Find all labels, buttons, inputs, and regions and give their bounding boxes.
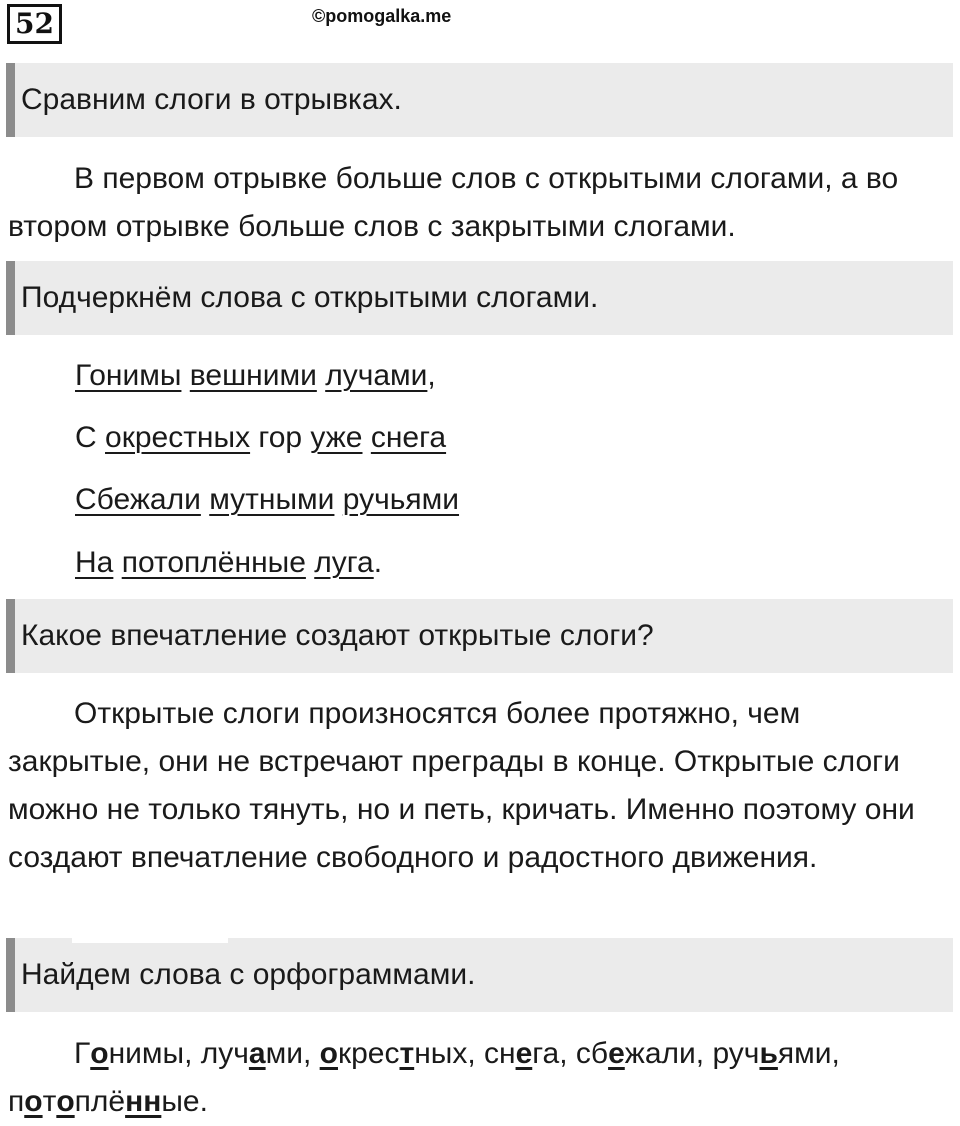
poem-word: снега <box>370 421 447 454</box>
orthogram-letter: о <box>90 1037 109 1070</box>
orthogram-text: ми, <box>265 1037 320 1070</box>
poem-word-plain: гор <box>250 421 311 454</box>
poem-word: луга <box>314 546 374 579</box>
poem-word: С <box>75 421 97 454</box>
orthogram-text: ё <box>108 1085 126 1118</box>
poem-space <box>317 359 325 392</box>
paragraph-impression: Открытые слоги произносятся более протяжно, чем закрытые, они не встречают преграды в конце. Открытые слоги можно не только тянуть, но и петь, кричать. Именно поэтому они создают впечатление свободного и радостного движения. <box>8 697 915 874</box>
poem-space <box>334 483 342 516</box>
orthogram-text: нимы, луч <box>108 1037 249 1070</box>
poem-word: Сбежали <box>75 483 201 516</box>
poem-word: ручьями <box>342 483 460 516</box>
orthogram-text: ые. <box>161 1085 208 1118</box>
paragraph-comparison: В первом отрывке больше слов с открытыми слогами, а во втором отрывке больше слов с закрытыми слогами. <box>8 162 899 243</box>
poem-line-2 <box>75 418 446 458</box>
section-heading-impression: Какое впечатление создают открытые слоги? <box>6 599 953 673</box>
orthogram-letter: о <box>319 1037 338 1070</box>
orthogram-text: га, сб <box>532 1037 609 1070</box>
orthogram-words <box>8 1030 928 1126</box>
orthogram-letter: е <box>608 1037 625 1070</box>
poem-space <box>97 421 105 454</box>
divider-strip <box>72 937 228 943</box>
section-heading-underline: Подчеркнём слова с открытыми слогами. <box>6 261 953 335</box>
section-heading-orthograms: Найдем слова с орфограммами. <box>6 938 953 1012</box>
poem-space <box>201 483 209 516</box>
orthogram-line-1 <box>8 1030 928 1078</box>
poem-space <box>363 421 371 454</box>
poem-word: Гонимы <box>75 359 182 392</box>
poem-word: потоплённые <box>121 546 306 579</box>
orthogram-text: жали, руч <box>624 1037 760 1070</box>
orthogram-letter: о <box>56 1085 75 1118</box>
orthogram-text: п <box>8 1085 25 1118</box>
orthogram-letter: о <box>24 1085 43 1118</box>
poem-line-1 <box>75 356 436 396</box>
orthogram-text: Г <box>74 1037 91 1070</box>
poem-word: уже <box>310 421 363 454</box>
poem-space <box>181 359 189 392</box>
orthogram-letter: нн <box>125 1085 162 1118</box>
orthogram-text: т <box>42 1085 57 1118</box>
poem-word: лучами <box>325 359 428 392</box>
poem-punct: , <box>427 359 436 392</box>
site-credit: ©pomogalka.me <box>312 6 452 26</box>
poem-word: мутными <box>209 483 335 516</box>
orthogram-text: ями, <box>777 1037 840 1070</box>
poem-word: окрестных <box>105 421 251 454</box>
orthogram-letter: т <box>399 1037 415 1070</box>
orthogram-text: ных, сн <box>414 1037 516 1070</box>
poem-word: вешними <box>189 359 317 392</box>
orthogram-letter: ь <box>759 1037 778 1070</box>
orthogram-text: пл <box>74 1085 109 1118</box>
orthogram-text: крес <box>337 1037 400 1070</box>
orthogram-line-2 <box>8 1078 928 1126</box>
task-number-box: 52 <box>7 4 62 44</box>
orthogram-letter: а <box>248 1037 266 1070</box>
poem-space <box>306 546 314 579</box>
poem-space <box>113 546 121 579</box>
poem-word: На <box>75 546 114 579</box>
section-heading-compare: Сравним слоги в отрывках. <box>6 63 953 137</box>
orthogram-letter: е <box>515 1037 533 1070</box>
poem-line-4 <box>75 543 382 583</box>
poem-punct: . <box>373 546 383 579</box>
poem-line-3 <box>75 480 459 520</box>
